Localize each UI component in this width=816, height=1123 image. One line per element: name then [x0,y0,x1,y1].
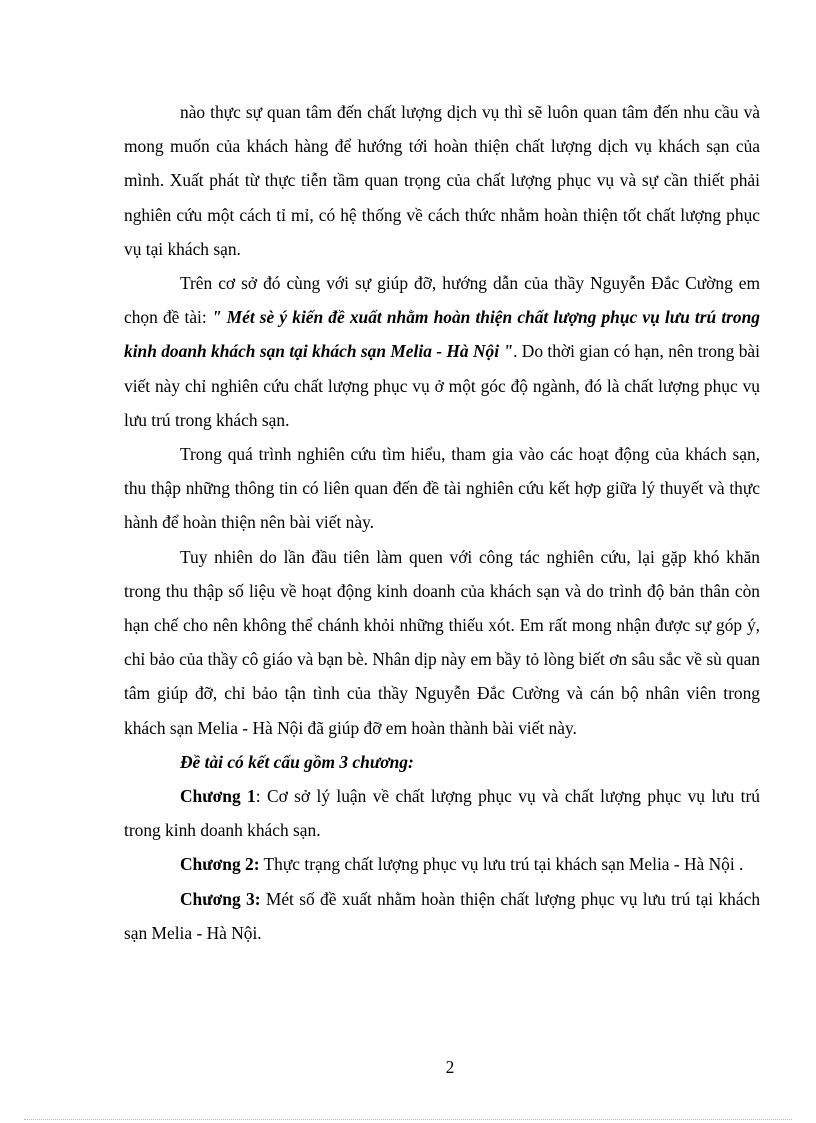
chapter-2-label: Chương 2: [180,854,260,875]
chapter-1-item [124,779,760,847]
paragraph-intro: nào thực sự quan tâm đến chất lượng dịch vụ thì sẽ luôn quan tâm đến nhu cầu và mong muốn của khách hàng để hướng tới hoàn thiện chất lượng dịch vụ khách sạn của mình. Xuất phát từ thực tiễn tầm quan trọng của chất lượng phục vụ và sự cần thiết phải nghiên cứu một cách tỉ mỉ, có hệ thống về cách thức nhằm hoàn thiện tốt chất lượng phục vụ tại khách sạn. [124,102,760,259]
topic-tail-text: . Do thời gian có hạn, nên trong bài viết này chỉ nghiên cứu chất lượng phục vụ ở một góc độ ngành, đó là chất lượng phục vụ lưu trú trong khách sạn. [124,341,760,430]
chapter-3-label: Chương 3: [180,888,261,909]
body-text [124,95,760,950]
page-number: 2 [445,1057,455,1077]
topic-lead-text: Trên cơ sở đó cùng với sự giúp đỡ, hướng dẫn của thầy Nguyễn Đắc Cường em chọn đề tài: [124,273,760,328]
chapter-1-text: Cơ sở lý luận về chất lượng phục vụ và chất lượng phục vụ lưu trú trong kinh doanh khách sạn. [124,786,760,841]
chapter-3-item [124,882,760,950]
chapter-2-item [124,847,760,881]
chapter-2-text: Thực trạng chất lượng phục vụ lưu trú tại khách sạn Melia - Hà Nội . [263,854,744,875]
paragraph-acknowledgement: Tuy nhiên do lần đầu tiên làm quen với công tác nghiên cứu, lại gặp khó khăn trong thu thập số liệu về hoạt động kinh doanh của khách sạn và do trình độ bản thân còn hạn chế cho nên không thể chánh khỏi những thiếu xót. Em rất mong nhận được sự góp ý, chỉ bảo của thầy cô giáo và bạn bè. Nhân dịp này em bầy tỏ lòng biết ơn sâu sắc về sù quan tâm giúp đỡ, chỉ bảo tận tình của thầy Nguyễn Đắc Cường và cán bộ nhân viên trong khách sạn Melia - Hà Nội đã giúp đỡ em hoàn thành bài viết này. [124,546,760,738]
structure-heading: Đề tài có kết cấu gồm 3 chương: [180,751,414,772]
footer-divider [24,1119,792,1120]
paragraph-topic [124,266,760,437]
chapter-1-label: Chương 1 [180,786,256,807]
topic-title: " Mét sè ý kiến đề xuất nhằm hoàn thiện chất lượng phục vụ lưu trú trong kinh doanh khách sạn tại khách sạn Melia - Hà Nội " [124,307,760,362]
paragraph-research: Trong quá trình nghiên cứu tìm hiểu, tham gia vào các hoạt động của khách sạn, thu thập những thông tin có liên quan đến đề tài nghiên cứu kết hợp giữa lý thuyết và thực hành để hoàn thiện nên bài viết này. [124,444,760,533]
chapter-1-separator: : [255,786,267,807]
chapter-3-text: Mét số đề xuất nhằm hoàn thiện chất lượng phục vụ lưu trú tại khách sạn Melia - Hà Nội. [124,888,761,943]
